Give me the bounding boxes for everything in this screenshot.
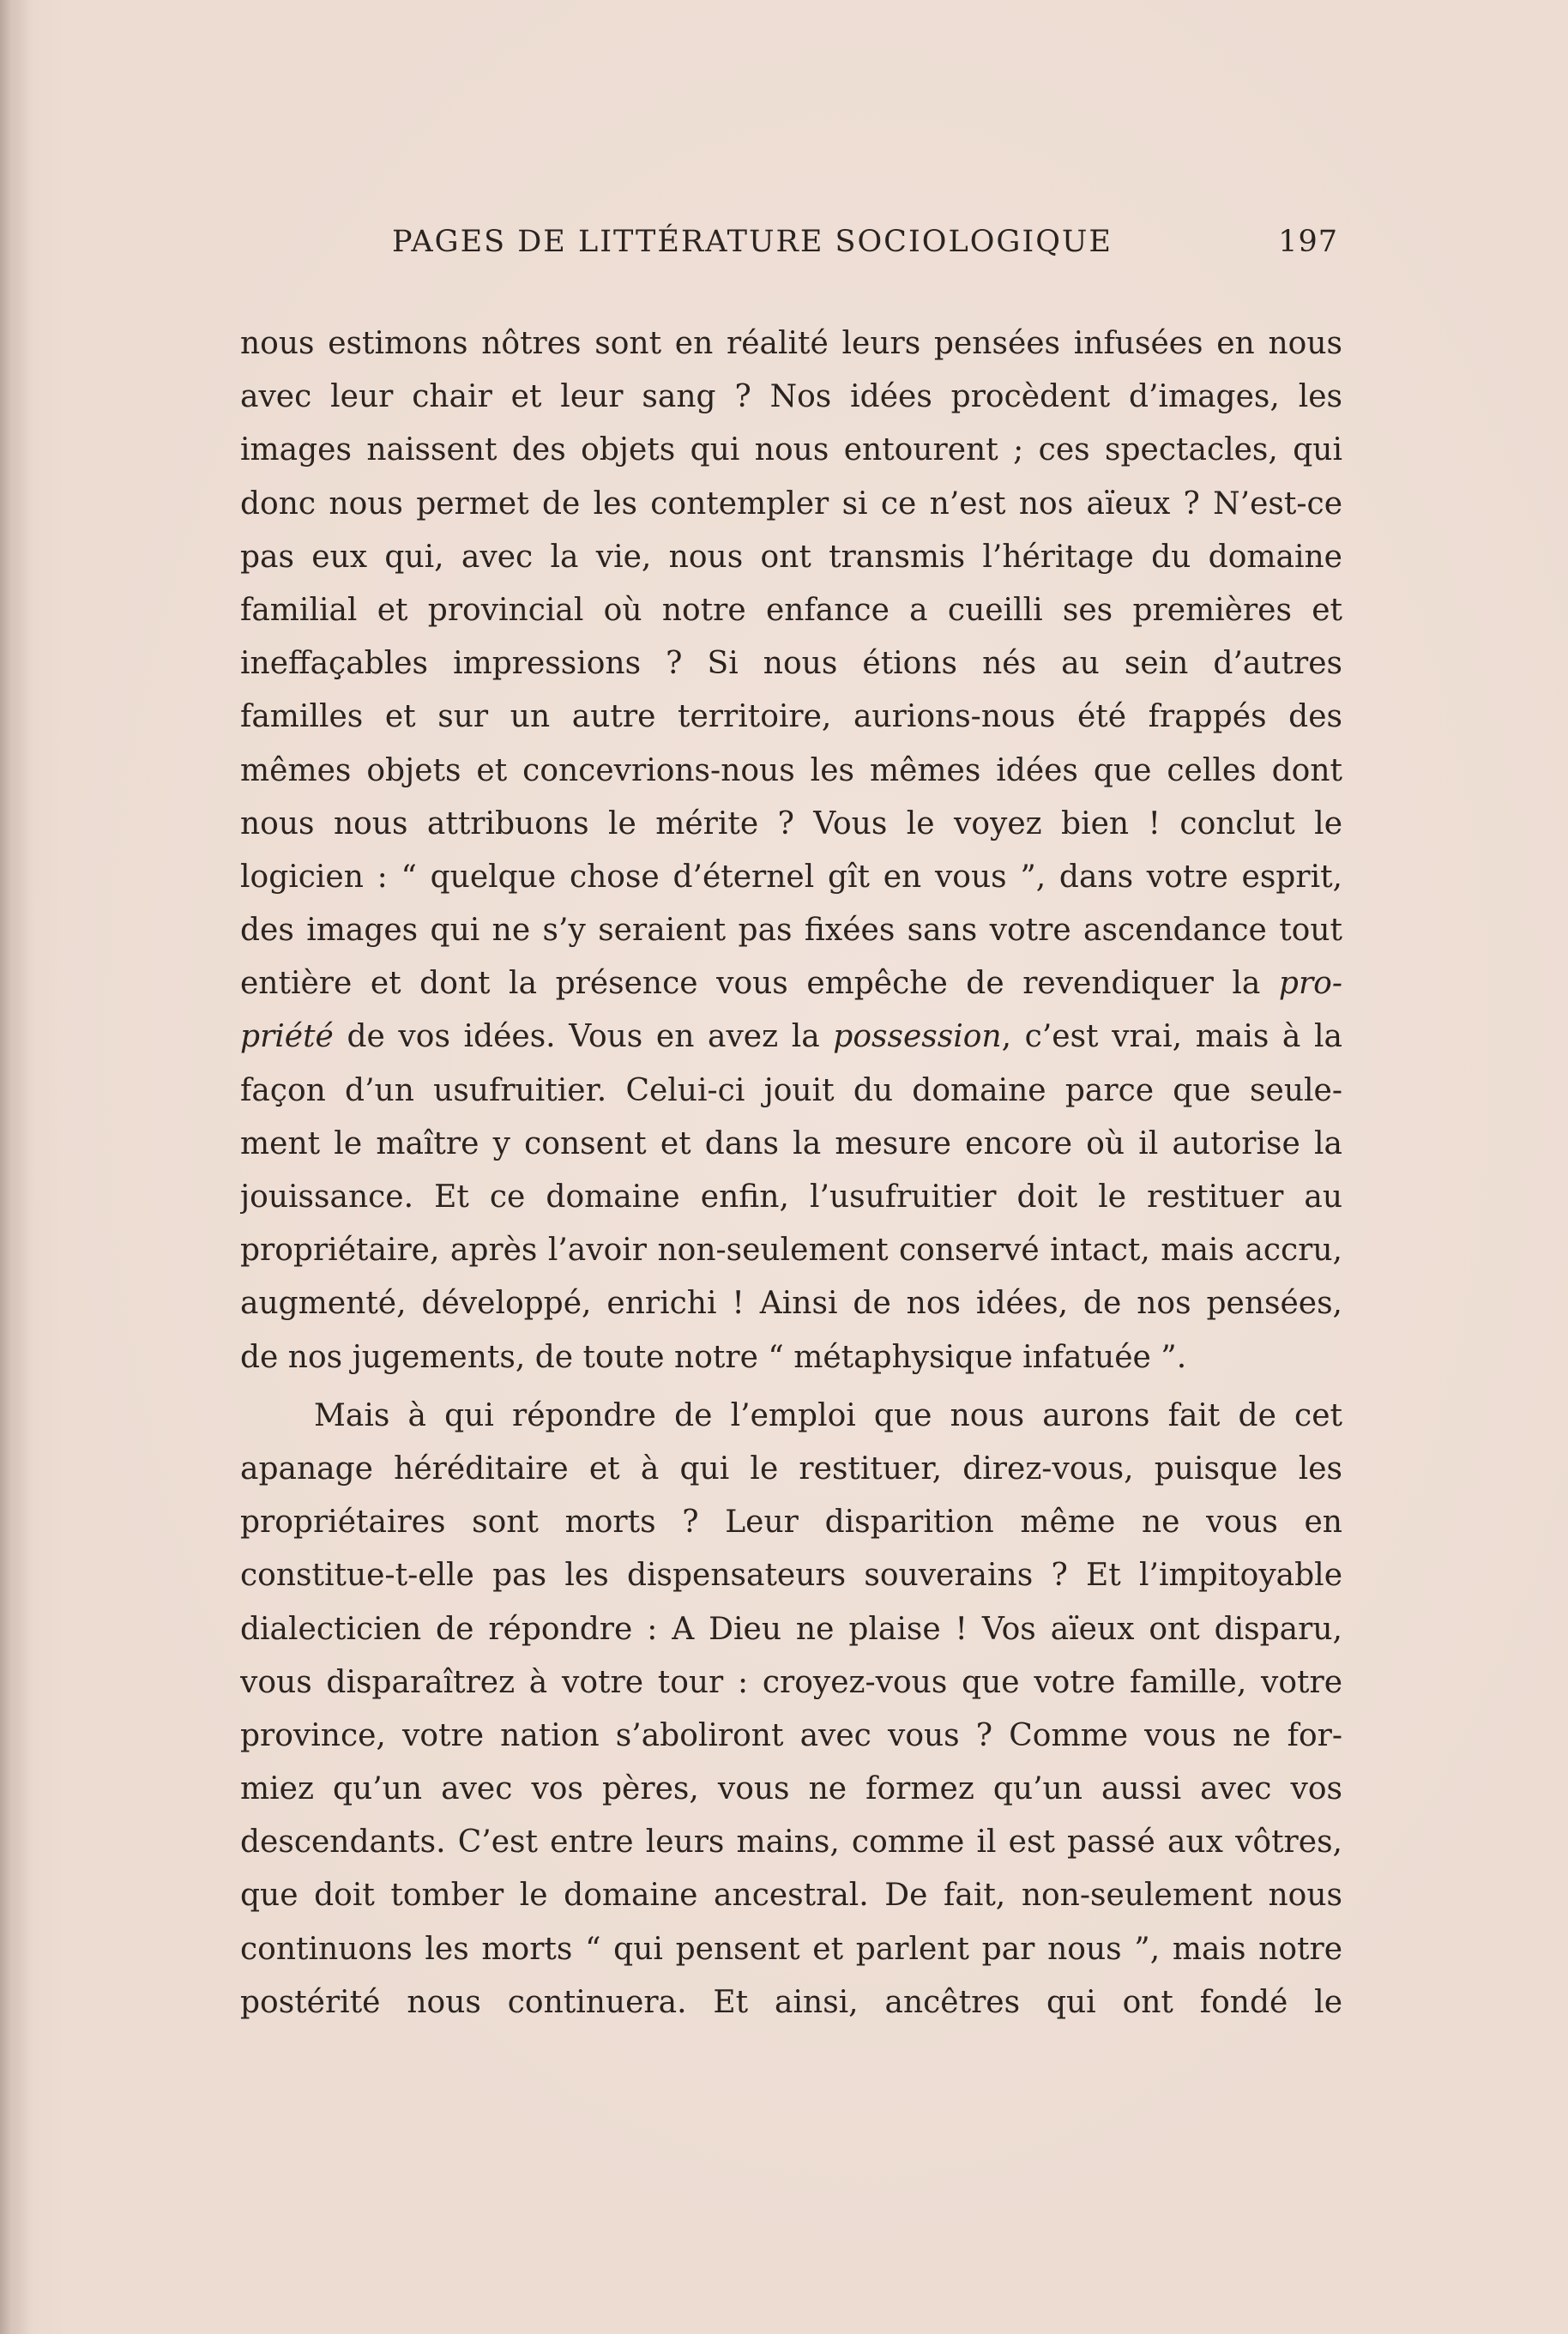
text-line: continuons les morts “ qui pensent et parlent par nous ”, mais notre bbox=[240, 1931, 1342, 1967]
text-line: jouissance. Et ce domaine enfin, l’usufruitier doit le restituer au bbox=[240, 1179, 1342, 1215]
text-line: avec leur chair et leur sang ? Nos idées procèdent d’images, les bbox=[240, 379, 1342, 415]
text-line: vous disparaîtrez à votre tour : croyez-vous que votre famille, votre bbox=[240, 1664, 1342, 1700]
text-line: mêmes objets et concevrions-nous les mêmes idées que celles dont bbox=[240, 752, 1342, 788]
paragraph-1 bbox=[240, 317, 1342, 1384]
running-title: PAGES DE LITTÉRATURE SOCIOLOGIQUE bbox=[392, 225, 1113, 259]
text-line bbox=[240, 1010, 1342, 1064]
text-line: de nos jugements, de toute notre “ métaphysique infatuée ”. bbox=[240, 1339, 1187, 1375]
text-line: familial et provincial où notre enfance a cueilli ses premières et bbox=[240, 592, 1342, 628]
text-line: façon d’un usufruitier. Celui-ci jouit du domaine parce que seule- bbox=[240, 1072, 1342, 1108]
text-line: que doit tomber le domaine ancestral. De fait, non-seulement nous bbox=[240, 1878, 1342, 1914]
text-line: des images qui ne s’y seraient pas fixées sans votre ascendance tout bbox=[240, 913, 1342, 949]
text-line: propriétaire, après l’avoir non-seulement conservé intact, mais accru, bbox=[240, 1233, 1342, 1269]
text-segment: , c’est vrai, mais à la bbox=[1001, 1019, 1342, 1055]
italic-text: possession bbox=[833, 1019, 1002, 1055]
text-line: augmenté, développé, enrichi ! Ainsi de nos idées, de nos pensées, bbox=[240, 1286, 1342, 1322]
page-number: 197 bbox=[1278, 225, 1338, 259]
text-line: constitue-t-elle pas les dispensateurs souverains ? Et l’impitoyable bbox=[240, 1558, 1342, 1594]
body-text bbox=[240, 317, 1342, 2029]
text-segment: entière et dont la présence vous empêche de revendiquer la bbox=[240, 966, 1279, 1002]
running-header bbox=[392, 225, 1338, 268]
text-line: postérité nous continuera. Et ainsi, ancêtres qui ont fondé le bbox=[240, 1984, 1342, 2020]
text-line: ment le maître y consent et dans la mesure encore où il autorise la bbox=[240, 1125, 1342, 1161]
paragraph-2 bbox=[240, 1390, 1342, 2029]
text-line: dialecticien de répondre : A Dieu ne plaise ! Vos aïeux ont disparu, bbox=[240, 1611, 1342, 1647]
text-line: donc nous permet de les contempler si ce n’est nos aïeux ? N’est-ce bbox=[240, 485, 1342, 522]
text-segment: de vos idées. Vous en avez la bbox=[333, 1019, 834, 1055]
text-line: miez qu’un avec vos pères, vous ne formez qu’un aussi avec vos bbox=[240, 1771, 1342, 1807]
text-line: Mais à qui répondre de l’emploi que nous aurons fait de cet bbox=[314, 1397, 1342, 1433]
text-line: nous estimons nôtres sont en réalité leurs pensées infusées en nous bbox=[240, 326, 1342, 361]
page-gutter-shadow bbox=[0, 0, 29, 2334]
italic-text: pro- bbox=[1278, 966, 1342, 1002]
text-line: propriétaires sont morts ? Leur disparition même ne vous en bbox=[240, 1505, 1342, 1541]
text-line: pas eux qui, avec la vie, nous ont transmis l’héritage du domaine bbox=[240, 539, 1342, 575]
italic-text: priété bbox=[240, 1019, 334, 1055]
text-line bbox=[240, 957, 1342, 1010]
text-line: images naissent des objets qui nous entourent ; ces spectacles, qui bbox=[240, 432, 1342, 468]
text-line: province, votre nation s’aboliront avec vous ? Comme vous ne for- bbox=[240, 1717, 1342, 1753]
text-line: ineffaçables impressions ? Si nous étions nés au sein d’autres bbox=[240, 646, 1342, 682]
text-line: descendants. C’est entre leurs mains, comme il est passé aux vôtres, bbox=[240, 1824, 1342, 1861]
text-line: nous nous attribuons le mérite ? Vous le voyez bien ! conclut le bbox=[240, 805, 1342, 841]
text-line: logicien : “ quelque chose d’éternel gît en vous ”, dans votre esprit, bbox=[240, 859, 1342, 895]
text-line: apanage héréditaire et à qui le restituer, direz-vous, puisque les bbox=[240, 1450, 1342, 1487]
text-line: familles et sur un autre territoire, aurions-nous été frappés des bbox=[240, 699, 1342, 735]
